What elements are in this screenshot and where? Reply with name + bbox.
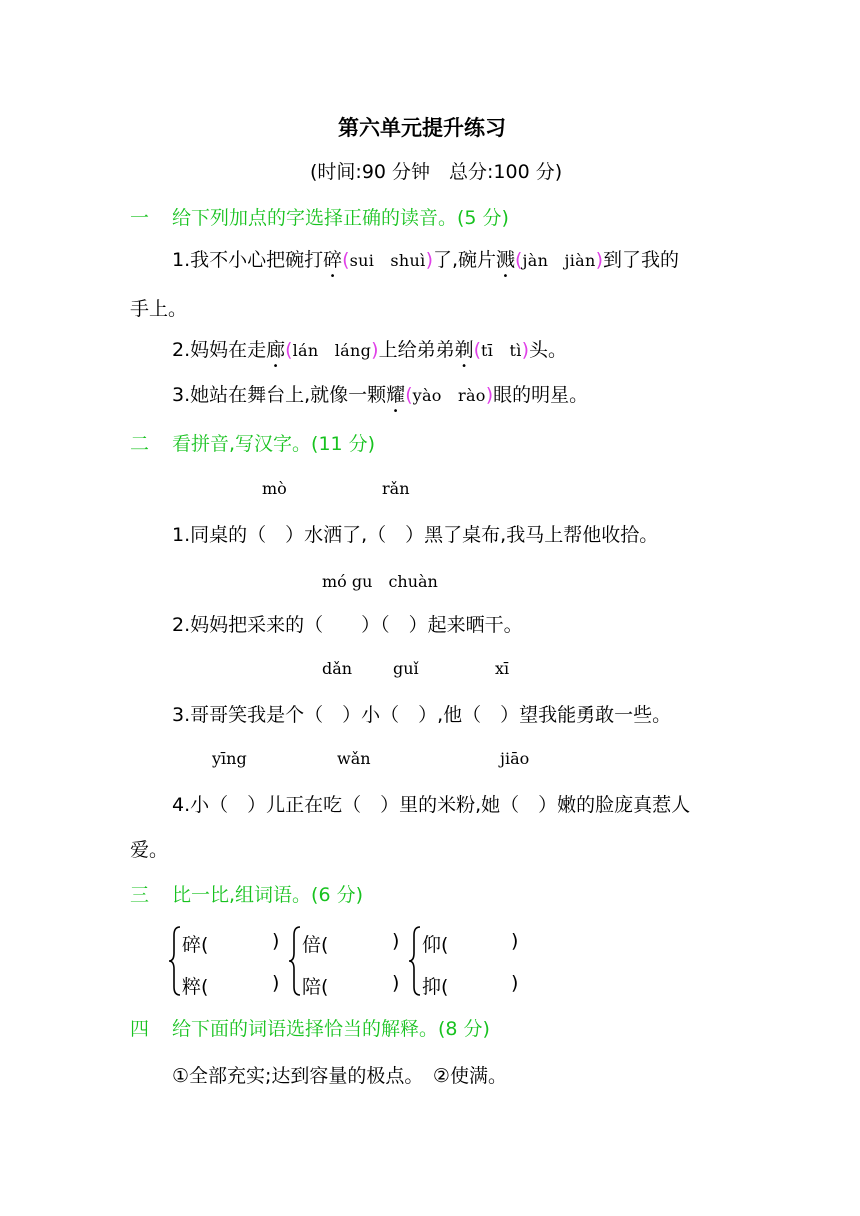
pinyin-options: tī tì xyxy=(481,341,522,360)
paren-open: ( xyxy=(342,249,350,271)
exam-info: (时间:90 分钟 总分:100 分) xyxy=(310,161,563,183)
paren-open: ( xyxy=(473,339,482,361)
word-pair-close: ) xyxy=(392,930,400,952)
page-title: 第六单元提升练习 xyxy=(338,116,506,140)
section-number: 三 xyxy=(130,884,150,906)
question-1-2 xyxy=(172,338,567,372)
section-2-heading xyxy=(130,432,375,456)
word-pair-close: ) xyxy=(272,972,280,994)
word-pair-b: 抑( xyxy=(422,976,449,998)
paren-close: ) xyxy=(485,384,494,406)
pinyin-hint: mó gu chuàn xyxy=(322,572,438,591)
pinyin-hint: dǎn xyxy=(322,659,353,678)
question-text: 3.她站在舞台上,就像一颗 xyxy=(172,384,387,406)
question-text: 头。 xyxy=(529,339,568,361)
question-text: 眼的明星。 xyxy=(493,384,589,406)
definition-options: ①全部充实;达到容量的极点。 ②使满。 xyxy=(172,1065,507,1087)
word-pair-a: 仰( xyxy=(422,934,449,956)
pinyin-hint: mò xyxy=(262,479,287,498)
question-text: 1.我不小心把碗打 xyxy=(172,249,324,271)
section-title: 比一比,组词语。(6 分) xyxy=(172,884,363,906)
paren-open: ( xyxy=(515,249,523,271)
question-text: 了,碗片 xyxy=(432,249,497,271)
word-pair-close: ) xyxy=(511,930,519,952)
section-number: 二 xyxy=(130,433,150,455)
dotted-char: 剃 xyxy=(454,339,474,361)
paren-open: ( xyxy=(405,384,413,406)
word-pair-b: 粹( xyxy=(182,976,209,998)
word-pair-close: ) xyxy=(272,930,280,952)
pinyin-hint: guǐ xyxy=(393,659,419,678)
section-4-heading xyxy=(130,1017,490,1041)
dotted-char: 廊 xyxy=(266,339,286,361)
question-text: 到了我的 xyxy=(603,249,680,271)
paren-close: ) xyxy=(595,249,604,271)
pinyin-options: yào rào xyxy=(412,386,486,405)
pinyin-hint: rǎn xyxy=(382,479,410,498)
pinyin-hint: xī xyxy=(495,659,510,678)
section-number: 一 xyxy=(130,207,150,229)
section-1-heading xyxy=(130,206,509,230)
question-1-1 xyxy=(172,248,679,282)
question-text: 上给弟弟 xyxy=(378,339,455,361)
pinyin-options: sui shuì xyxy=(349,251,426,270)
pinyin-options: jàn jiàn xyxy=(522,251,596,270)
paren-close: ) xyxy=(371,339,379,361)
brace-icon xyxy=(168,925,182,997)
word-pair-a: 碎( xyxy=(182,934,209,956)
paren-close: ) xyxy=(425,249,433,271)
paren-close: ) xyxy=(521,339,530,361)
word-pair-close: ) xyxy=(392,972,400,994)
word-pair-a: 倍( xyxy=(302,934,329,956)
pinyin-options: lán láng xyxy=(292,341,372,360)
brace-icon xyxy=(288,925,302,997)
question-1-3 xyxy=(172,383,588,417)
question-2-1: 1.同桌的（ ）水洒了,（ ）黑了桌布,我马上帮他收拾。 xyxy=(172,524,659,546)
section-3-heading xyxy=(130,883,363,907)
question-text: 2.妈妈在走 xyxy=(172,339,267,361)
word-pair-b: 陪( xyxy=(302,976,329,998)
section-title: 给下列加点的字选择正确的读音。(5 分) xyxy=(172,207,509,229)
question-2-4: 4.小（ ）儿正在吃（ ）里的米粉,她（ ）嫩的脸庞真惹人 xyxy=(172,794,691,816)
dotted-char: 碎 xyxy=(323,249,343,271)
dotted-char: 耀 xyxy=(386,384,406,406)
dotted-char: 溅 xyxy=(496,249,516,271)
section-title: 给下面的词语选择恰当的解释。(8 分) xyxy=(172,1018,490,1040)
word-pair-close: ) xyxy=(511,972,519,994)
question-2-3: 3.哥哥笑我是个（ ）小（ ）,他（ ）望我能勇敢一些。 xyxy=(172,704,672,726)
pinyin-hint: jiāo xyxy=(500,749,530,768)
section-number: 四 xyxy=(130,1018,150,1040)
section-title: 看拼音,写汉字。(11 分) xyxy=(172,433,376,455)
pinyin-hint: yīng xyxy=(212,749,247,768)
question-2-2: 2.妈妈把采来的（ ）（ ）起来晒干。 xyxy=(172,614,523,636)
brace-icon xyxy=(408,925,422,997)
paren-open: ( xyxy=(285,339,293,361)
question-2-4-cont: 爱。 xyxy=(130,839,169,861)
pinyin-hint: wǎn xyxy=(337,749,371,768)
question-1-1-cont: 手上。 xyxy=(130,298,188,320)
